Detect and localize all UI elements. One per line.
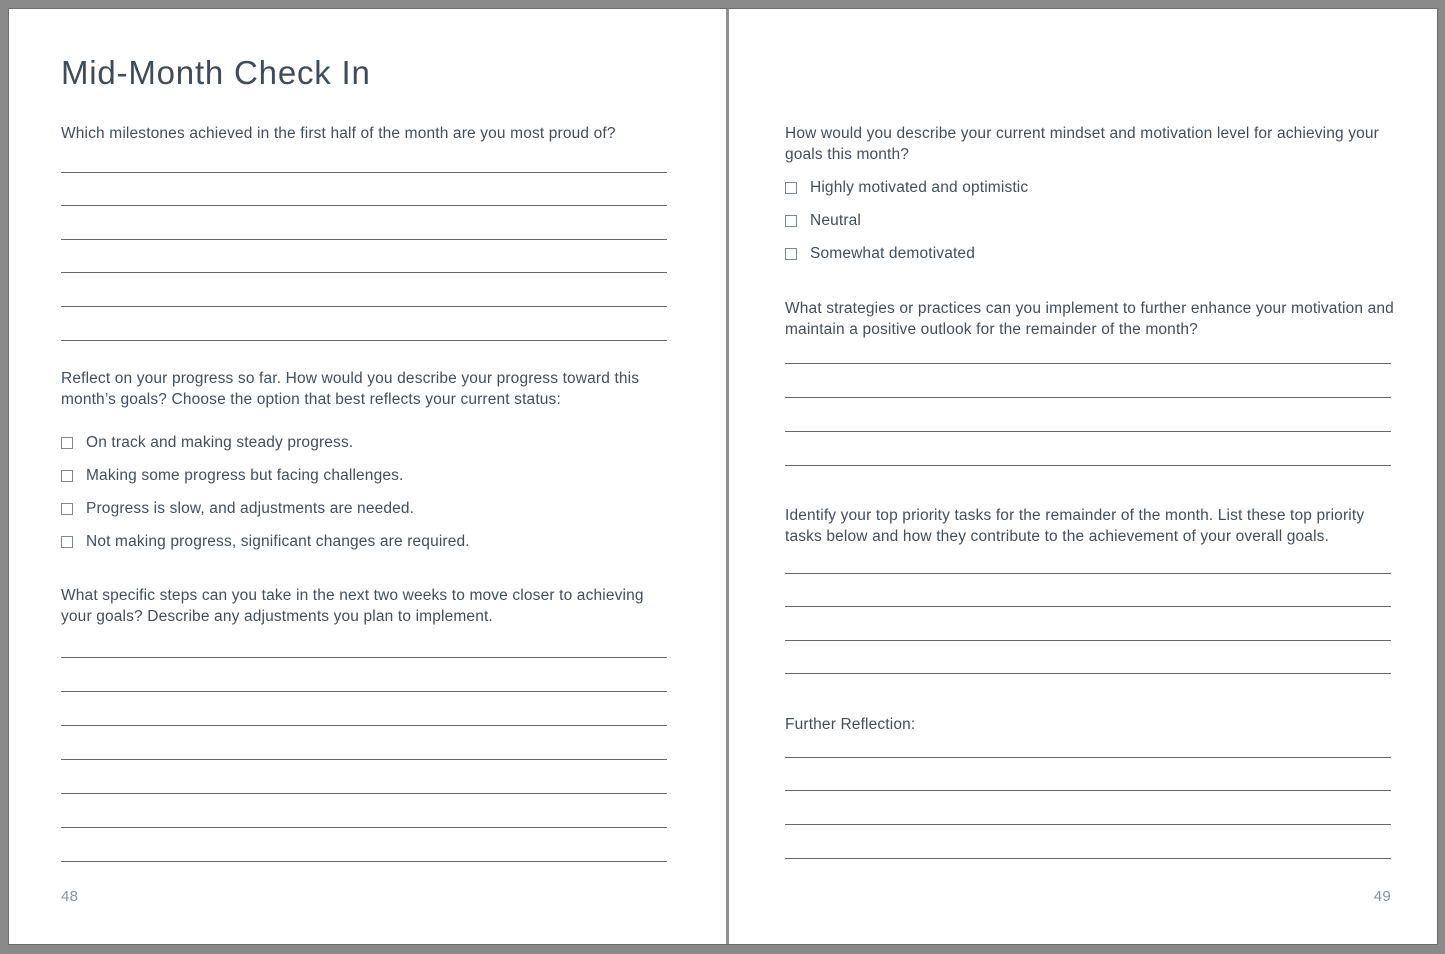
progress-options bbox=[61, 432, 470, 564]
answer-lines-reflection bbox=[785, 724, 1391, 859]
answer-lines-steps bbox=[61, 624, 667, 862]
answer-line[interactable] bbox=[61, 273, 667, 307]
answer-lines-priorities bbox=[785, 540, 1391, 674]
checkbox-option[interactable] bbox=[785, 243, 1028, 264]
checkbox-label: Somewhat demotivated bbox=[810, 245, 975, 262]
answer-line[interactable] bbox=[785, 791, 1391, 825]
question-steps: What specific steps can you take in the next two weeks to move closer to achieving your goals? Describe any adjustments you plan to implement. bbox=[61, 587, 644, 625]
answer-line[interactable] bbox=[61, 173, 667, 207]
checkbox-icon[interactable] bbox=[61, 470, 73, 482]
answer-line[interactable] bbox=[785, 330, 1391, 364]
answer-line[interactable] bbox=[785, 607, 1391, 641]
checkbox-icon[interactable] bbox=[785, 182, 797, 194]
answer-line[interactable] bbox=[61, 307, 667, 341]
answer-line[interactable] bbox=[785, 432, 1391, 466]
checkbox-icon[interactable] bbox=[785, 248, 797, 260]
answer-lines-strategies bbox=[785, 330, 1391, 466]
answer-line[interactable] bbox=[61, 760, 667, 794]
question-progress: Reflect on your progress so far. How would you describe your progress toward this month’s goals? Choose the option that best reflects your current status: bbox=[61, 370, 640, 408]
checkbox-label: Making some progress but facing challenges. bbox=[86, 467, 404, 484]
mindset-options bbox=[785, 177, 1028, 276]
page-right bbox=[729, 9, 1437, 944]
journal-spread bbox=[9, 9, 1437, 944]
page-number-left: 48 bbox=[61, 888, 79, 905]
answer-line[interactable] bbox=[785, 398, 1391, 432]
question-mindset: How would you describe your current mindset and motivation level for achieving your goals this month? bbox=[785, 125, 1379, 163]
answer-line[interactable] bbox=[61, 139, 667, 173]
checkbox-icon[interactable] bbox=[61, 503, 73, 515]
checkbox-icon[interactable] bbox=[61, 437, 73, 449]
checkbox-option[interactable] bbox=[61, 465, 470, 486]
question-milestones: Which milestones achieved in the first half of the month are you most proud of? bbox=[61, 125, 616, 142]
answer-line[interactable] bbox=[61, 726, 667, 760]
checkbox-label: On track and making steady progress. bbox=[86, 434, 354, 451]
answer-line[interactable] bbox=[785, 724, 1391, 758]
answer-line[interactable] bbox=[785, 574, 1391, 608]
answer-line[interactable] bbox=[61, 206, 667, 240]
page-title: Mid-Month Check In bbox=[61, 54, 371, 91]
page-left bbox=[9, 9, 726, 944]
checkbox-icon[interactable] bbox=[61, 536, 73, 548]
checkbox-label: Progress is slow, and adjustments are needed. bbox=[86, 500, 415, 517]
page-number-right: 49 bbox=[1373, 888, 1391, 905]
checkbox-option[interactable] bbox=[61, 531, 470, 552]
answer-line[interactable] bbox=[61, 624, 667, 658]
answer-lines-milestones bbox=[61, 139, 667, 341]
answer-line[interactable] bbox=[61, 658, 667, 692]
checkbox-option[interactable] bbox=[61, 498, 470, 519]
checkbox-label: Not making progress, significant changes are required. bbox=[86, 533, 470, 550]
checkbox-option[interactable] bbox=[61, 432, 470, 453]
answer-line[interactable] bbox=[785, 540, 1391, 574]
answer-line[interactable] bbox=[61, 240, 667, 274]
answer-line[interactable] bbox=[61, 692, 667, 726]
answer-line[interactable] bbox=[785, 364, 1391, 398]
answer-line[interactable] bbox=[785, 641, 1391, 675]
checkbox-label: Highly motivated and optimistic bbox=[810, 179, 1029, 196]
question-strategies: What strategies or practices can you implement to further enhance your motivation and maintain a positive outlook for the remainder of the month? bbox=[785, 300, 1394, 338]
checkbox-option[interactable] bbox=[785, 210, 1028, 231]
answer-line[interactable] bbox=[785, 825, 1391, 859]
further-reflection-label: Further Reflection: bbox=[785, 716, 916, 733]
answer-line[interactable] bbox=[61, 828, 667, 862]
checkbox-label: Neutral bbox=[810, 212, 862, 229]
answer-line[interactable] bbox=[785, 758, 1391, 792]
checkbox-option[interactable] bbox=[785, 177, 1028, 198]
question-priorities: Identify your top priority tasks for the remainder of the month. List these top priority tasks below and how they contribute to the achievement of your overall goals. bbox=[785, 507, 1365, 545]
checkbox-icon[interactable] bbox=[785, 215, 797, 227]
answer-line[interactable] bbox=[61, 794, 667, 828]
